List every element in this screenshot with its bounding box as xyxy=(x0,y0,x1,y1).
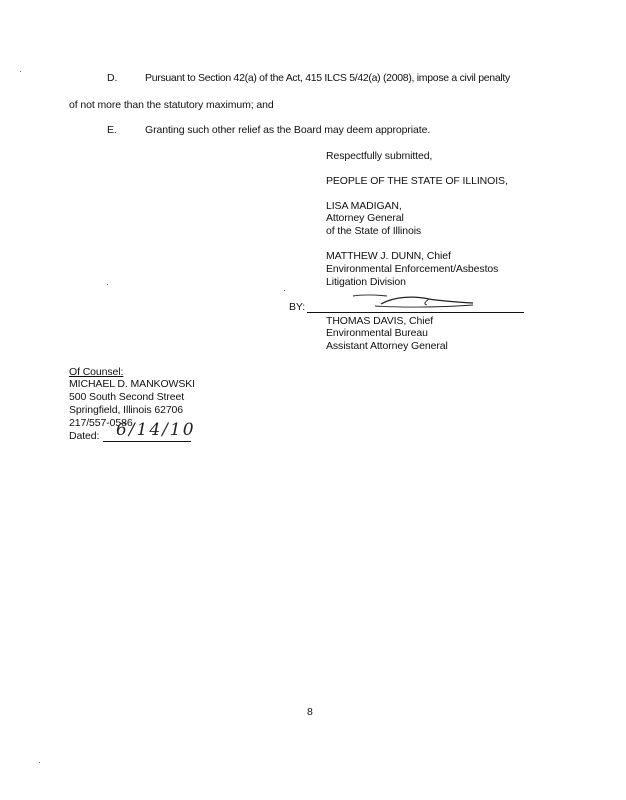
by-label: BY: xyxy=(289,301,306,313)
page-number: 8 xyxy=(307,706,313,718)
scan-speck xyxy=(107,284,108,285)
para-e-letter: E. xyxy=(107,124,117,136)
dated-label: Dated: xyxy=(69,430,100,442)
scan-speck xyxy=(20,71,21,72)
signer-name: THOMAS DAVIS, Chief xyxy=(326,315,434,327)
signer-bureau: Environmental Bureau xyxy=(326,327,428,339)
para-d-line2: of not more than the statutory maximum; and xyxy=(69,99,274,111)
people-of-state: PEOPLE OF THE STATE OF ILLINOIS, xyxy=(326,175,508,187)
dated-line xyxy=(103,441,191,442)
chief-division-1: Environmental Enforcement/Asbestos xyxy=(326,263,499,275)
dated-value: 6/14/10 xyxy=(116,420,196,440)
signature-line xyxy=(307,312,524,313)
ag-name: LISA MADIGAN, xyxy=(326,200,402,212)
ag-of-state: of the State of Illinois xyxy=(326,225,422,237)
chief-division-2: Litigation Division xyxy=(326,276,406,288)
para-d-letter: D. xyxy=(107,72,118,84)
counsel-phone: 217/557-0586 xyxy=(69,417,133,429)
counsel-city: Springfield, Illinois 62706 xyxy=(69,404,184,416)
counsel-name: MICHAEL D. MANKOWSKI xyxy=(69,378,195,390)
counsel-street: 500 South Second Street xyxy=(69,391,185,403)
chief-name: MATTHEW J. DUNN, Chief xyxy=(326,250,451,262)
ag-title: Attorney General xyxy=(326,212,404,224)
respectfully-submitted: Respectfully submitted, xyxy=(326,150,433,162)
scan-speck xyxy=(39,762,40,763)
signer-title: Assistant Attorney General xyxy=(326,340,448,352)
scan-speck xyxy=(284,290,285,291)
handwritten-signature xyxy=(345,290,485,312)
of-counsel-heading: Of Counsel: xyxy=(69,366,124,378)
para-e-text: Granting such other relief as the Board may deem appropriate. xyxy=(145,124,431,136)
para-d-line1: Pursuant to Section 42(a) of the Act, 415 ILCS 5/42(a) (2008), impose a civil penalty xyxy=(145,72,510,84)
